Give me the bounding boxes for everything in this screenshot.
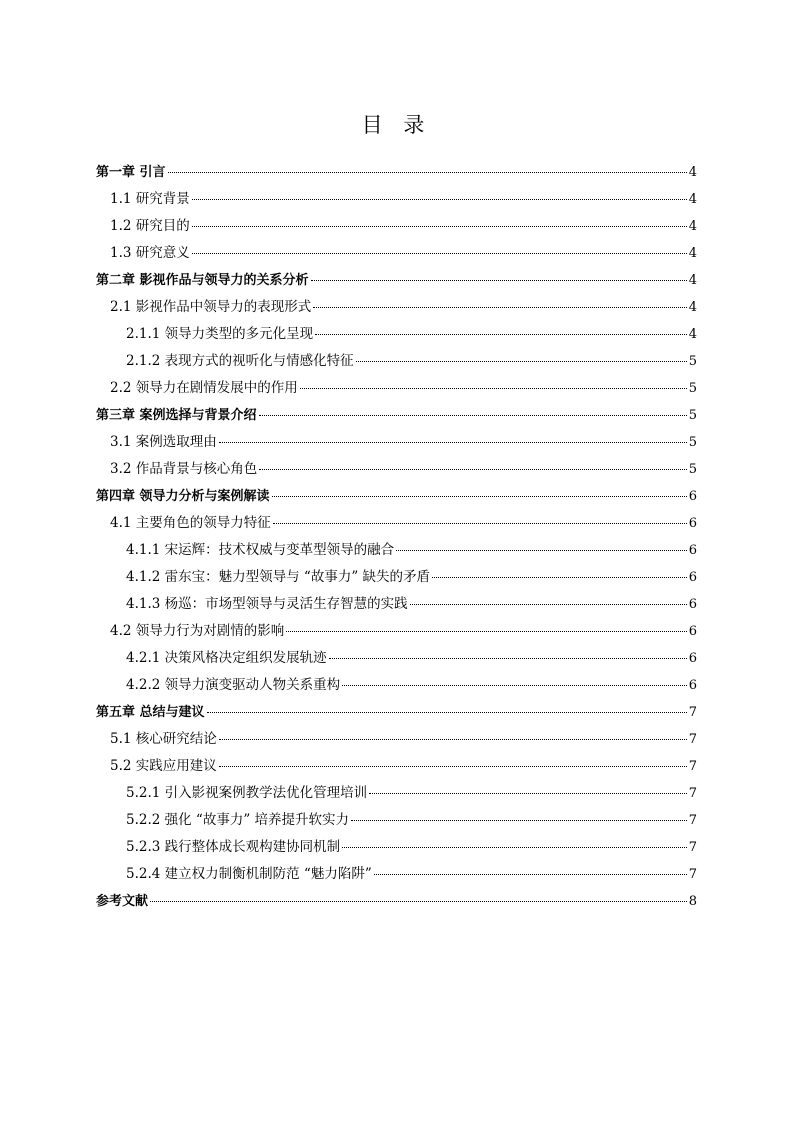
toc-entry[interactable]: [96, 618, 697, 645]
toc-entry[interactable]: [96, 375, 697, 402]
toc-entry[interactable]: [96, 294, 697, 321]
dot-leader: [168, 171, 687, 173]
dot-leader: [342, 846, 687, 848]
toc-entry[interactable]: [96, 510, 697, 537]
toc-entry-text: 1.2 研究目的: [110, 218, 190, 234]
dot-leader: [329, 657, 687, 659]
toc-entry-page-number: 7: [688, 786, 697, 801]
toc-entry[interactable]: [96, 564, 697, 591]
dot-leader: [300, 387, 687, 389]
dot-leader: [313, 306, 686, 308]
toc-entry[interactable]: [96, 699, 697, 726]
dot-leader: [150, 900, 687, 902]
dot-leader: [342, 684, 687, 686]
dot-leader: [219, 738, 687, 740]
toc-entry[interactable]: [96, 186, 697, 213]
dot-leader: [369, 792, 687, 794]
toc-entry[interactable]: [96, 159, 697, 186]
toc-entry[interactable]: [96, 429, 697, 456]
toc-entry-text: 参考文献: [96, 894, 149, 909]
dot-leader: [374, 873, 687, 875]
toc-entry-text: 4.1 主要角色的领导力特征: [110, 515, 271, 531]
toc-entry-text: 5.2.4 建立权力制衡机制防范 “魅力陷阱”: [126, 866, 372, 882]
toc-entry-page-number: 5: [688, 354, 697, 369]
toc-entry-page-number: 5: [688, 408, 697, 423]
toc-entry-text: 第一章 引言: [96, 165, 166, 180]
toc-entry-text: 2.1.1 领导力类型的多元化呈现: [126, 326, 314, 342]
dot-leader: [272, 495, 687, 497]
toc-entry[interactable]: [96, 483, 697, 510]
toc-entry[interactable]: [96, 645, 697, 672]
toc-entry-page-number: 5: [688, 381, 697, 396]
toc-entry-page-number: 8: [688, 894, 697, 909]
toc-entry-text: 第三章 案例选择与背景介绍: [96, 408, 257, 423]
toc-entry[interactable]: [96, 321, 697, 348]
dot-leader: [192, 252, 687, 254]
toc-entry-page-number: 7: [688, 759, 697, 774]
toc-entry-page-number: 4: [688, 192, 697, 207]
toc-entry[interactable]: [96, 456, 697, 483]
dot-leader: [192, 225, 687, 227]
toc-entry[interactable]: [96, 537, 697, 564]
toc-entry-page-number: 6: [688, 651, 697, 666]
toc-entry[interactable]: [96, 267, 697, 294]
toc-entry-text: 4.1.3 杨巡：市场型领导与灵活生存智慧的实践: [126, 596, 408, 612]
toc-entry[interactable]: [96, 591, 697, 618]
toc-entry-text: 4.1.1 宋运辉：技术权威与变革型领导的融合: [126, 542, 395, 558]
dot-leader: [192, 198, 687, 200]
toc-entry-page-number: 6: [688, 624, 697, 639]
toc-entry-text: 3.2 作品背景与核心角色: [110, 461, 258, 477]
dot-leader: [259, 468, 686, 470]
toc-title: 目 录: [361, 113, 432, 137]
dot-leader: [410, 603, 687, 605]
toc-entry-page-number: 7: [688, 813, 697, 828]
dot-leader: [219, 765, 687, 767]
toc-entry-text: 2.1.2 表现方式的视听化与情感化特征: [126, 353, 354, 369]
dot-leader: [311, 279, 687, 281]
toc-entry-page-number: 6: [688, 516, 697, 531]
dot-leader: [356, 360, 687, 362]
toc-entry-text: 5.2.1 引入影视案例教学法优化管理培训: [126, 785, 368, 801]
toc-entry[interactable]: [96, 807, 697, 834]
toc-entry-page-number: 6: [688, 543, 697, 558]
toc-entry-text: 1.3 研究意义: [110, 245, 190, 261]
toc-entry-text: 4.1.2 雷东宝：魅力型领导与 “故事力” 缺失的矛盾: [126, 569, 431, 585]
toc-entry-page-number: 4: [688, 219, 697, 234]
toc-entry[interactable]: [96, 402, 697, 429]
toc-entry[interactable]: [96, 348, 697, 375]
toc-entry-page-number: 7: [688, 732, 697, 747]
toc-entry-text: 第四章 领导力分析与案例解读: [96, 489, 270, 504]
toc-entry[interactable]: [96, 726, 697, 753]
toc-entry[interactable]: [96, 753, 697, 780]
toc-entry-page-number: 6: [688, 678, 697, 693]
toc-entry-page-number: 7: [688, 867, 697, 882]
dot-leader: [396, 549, 687, 551]
toc-entry-text: 2.2 领导力在剧情发展中的作用: [110, 380, 298, 396]
toc-entry-text: 2.1 影视作品中领导力的表现形式: [110, 299, 312, 315]
toc-entry-text: 5.1 核心研究结论: [110, 731, 217, 747]
toc-entry-page-number: 7: [688, 840, 697, 855]
dot-leader: [315, 333, 687, 335]
toc-entry-page-number: 4: [688, 273, 697, 288]
table-of-contents: [96, 159, 697, 915]
dot-leader: [432, 576, 687, 578]
toc-entry[interactable]: [96, 780, 697, 807]
toc-entry-page-number: 4: [688, 165, 697, 180]
toc-entry-page-number: 4: [688, 246, 697, 261]
toc-entry-text: 4.2.2 领导力演变驱动人物关系重构: [126, 677, 341, 693]
dot-leader: [273, 522, 687, 524]
dot-leader: [219, 441, 687, 443]
toc-entry[interactable]: [96, 834, 697, 861]
toc-entry-page-number: 5: [688, 462, 697, 477]
toc-entry-text: 4.2 领导力行为对剧情的影响: [110, 623, 285, 639]
toc-entry-page-number: 4: [688, 327, 697, 342]
toc-entry-text: 5.2 实践应用建议: [110, 758, 217, 774]
toc-entry-page-number: 6: [688, 570, 697, 585]
toc-entry[interactable]: [96, 240, 697, 267]
toc-entry-page-number: 7: [688, 705, 697, 720]
dot-leader: [351, 819, 687, 821]
dot-leader: [286, 630, 686, 632]
toc-entry-text: 4.2.1 决策风格决定组织发展轨迹: [126, 650, 327, 666]
toc-entry-text: 第五章 总结与建议: [96, 705, 205, 720]
toc-entry[interactable]: [96, 861, 697, 888]
dot-leader: [207, 711, 687, 713]
toc-entry-page-number: 4: [688, 300, 697, 315]
toc-entry-page-number: 5: [688, 435, 697, 450]
toc-entry[interactable]: [96, 672, 697, 699]
toc-entry-text: 第二章 影视作品与领导力的关系分析: [96, 273, 309, 288]
dot-leader: [259, 414, 687, 416]
toc-entry[interactable]: [96, 213, 697, 240]
toc-entry-text: 1.1 研究背景: [110, 191, 190, 207]
toc-entry-page-number: 6: [688, 489, 697, 504]
toc-entry-text: 3.1 案例选取理由: [110, 434, 217, 450]
toc-entry-text: 5.2.2 强化 “故事力” 培养提升软实力: [126, 812, 350, 828]
toc-entry-text: 5.2.3 践行整体成长观构建协同机制: [126, 839, 341, 855]
toc-entry[interactable]: [96, 888, 697, 915]
toc-entry-page-number: 6: [688, 597, 697, 612]
